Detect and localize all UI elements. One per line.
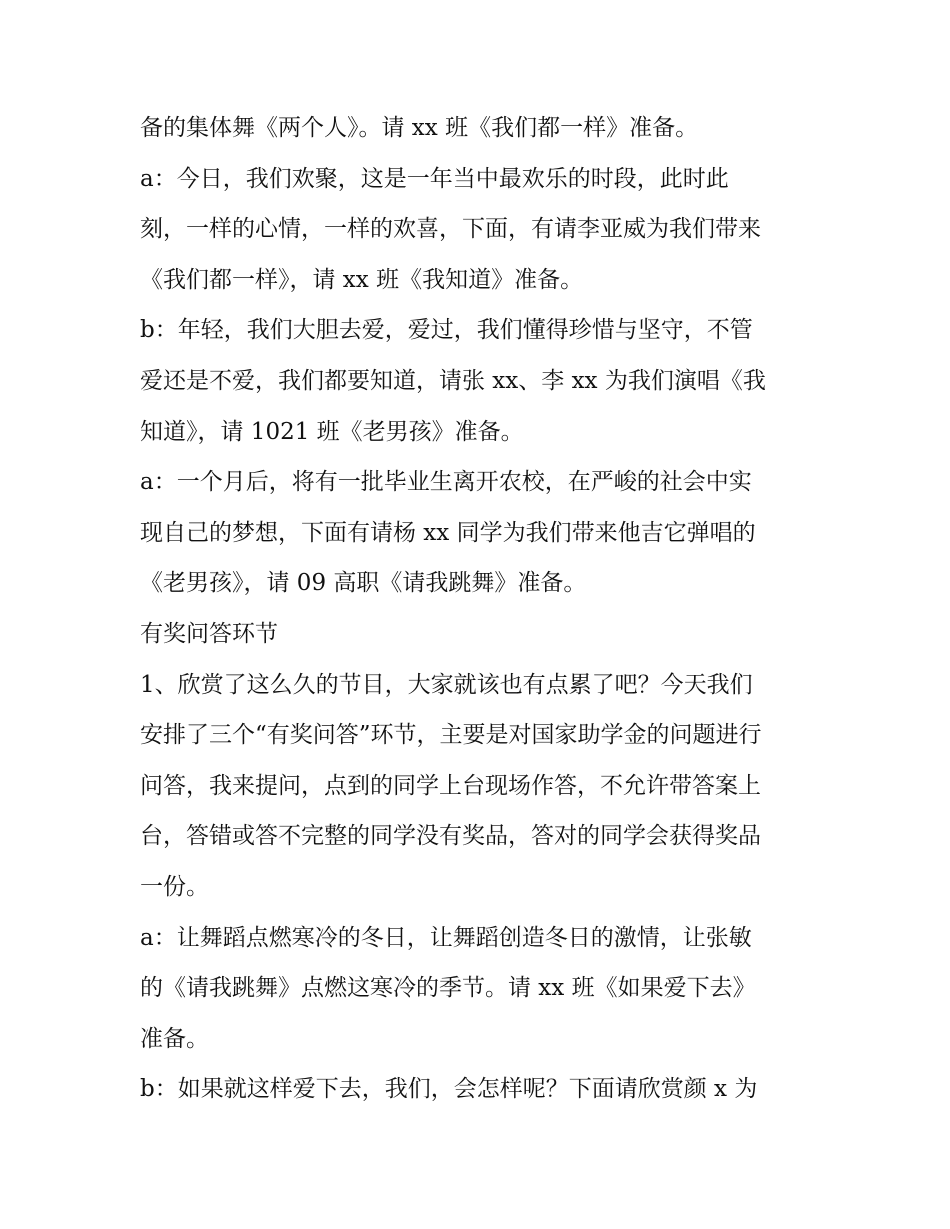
- text-line-4: 《我们都一样》，请 xx 班《我知道》准备。: [140, 267, 584, 293]
- text-line-3: 刻，一样的心情，一样的欢喜，下面，有请李亚威为我们带来: [140, 216, 761, 242]
- text-line-1: 备的集体舞《两个人》。请 xx 班《我们都一样》准备。: [140, 115, 699, 141]
- text-line-10: 《老男孩》，请 09 高职《请我跳舞》准备。: [140, 570, 587, 596]
- text-line-9: 现自己的梦想，下面有请杨 xx 同学为我们带来他吉它弹唱的: [140, 520, 756, 546]
- text-line-16: 一份。: [140, 874, 209, 900]
- text-line-17: a：让舞蹈点燃寒冷的冬日，让舞蹈创造冬日的激情，让张敏: [140, 925, 752, 951]
- text-line-5: b：年轻，我们大胆去爱，爱过，我们懂得珍惜与坚守，不管: [140, 317, 753, 343]
- text-line-18: 的《请我跳舞》点燃这寒冷的季节。请 xx 班《如果爱下去》: [140, 975, 756, 1001]
- text-line-15: 台，答错或答不完整的同学没有奖品，答对的同学会获得奖品: [140, 823, 761, 849]
- text-line-12: 1、欣赏了这么久的节目，大家就该也有点累了吧？今天我们: [140, 672, 753, 698]
- section-heading: 有奖问答环节: [140, 621, 278, 647]
- text-line-7: 知道》，请 1021 班《老男孩》准备。: [140, 419, 524, 445]
- text-line-2: a：今日，我们欢聚，这是一年当中最欢乐的时段，此时此: [140, 166, 729, 192]
- text-line-14: 问答，我来提问，点到的同学上台现场作答，不允许带答案上: [140, 773, 761, 799]
- text-line-19: 准备。: [140, 1026, 209, 1052]
- text-line-6: 爱还是不爱，我们都要知道，请张 xx、李 xx 为我们演唱《我: [140, 368, 766, 394]
- text-line-8: a：一个月后，将有一批毕业生离开农校，在严峻的社会中实: [140, 469, 752, 495]
- text-line-13: 安排了三个“有奖问答”环节，主要是对国家助学金的问题进行: [140, 722, 762, 748]
- text-line-20: b：如果就这样爱下去，我们，会怎样呢？下面请欣赏颜 x 为: [140, 1076, 758, 1102]
